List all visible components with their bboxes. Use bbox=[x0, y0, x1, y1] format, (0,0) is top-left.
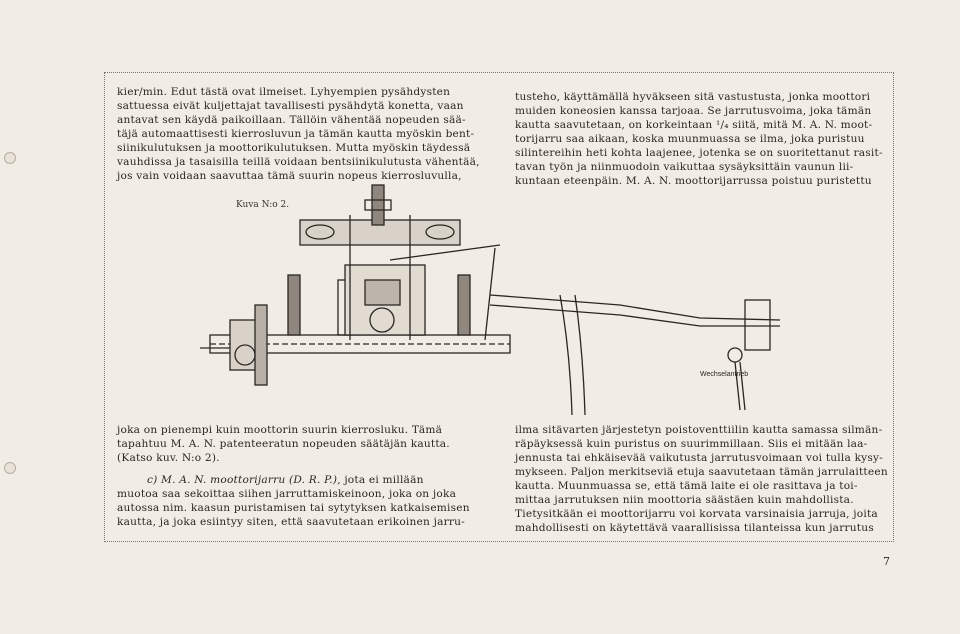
section-heading-rest: jota ei millään bbox=[340, 474, 424, 486]
text-line: kautta saavutetaan, on korkeintaan ¹/₄ siitä, mitä M. A. N. moot- bbox=[515, 119, 873, 131]
page-number: 7 bbox=[883, 555, 890, 568]
text-line: antavat sen käydä paikoillaan. Tällöin vähentää nopeuden sää- bbox=[117, 114, 466, 126]
text-line: mittaa jarrutuksen niin moottoria säästäen kuin mahdollista. bbox=[515, 494, 854, 506]
text-line: vauhdissa ja tasaisilla teillä voidaan bentsiinikulutusta vähentää, bbox=[117, 156, 480, 168]
text-line: joka on pienempi kuin moottorin suurin kierrosluku. Tämä bbox=[117, 424, 443, 436]
text-line: kautta, ja joka esiintyy siten, että saavutetaan erikoinen jarru- bbox=[117, 516, 465, 528]
text-column-bottom-left bbox=[117, 423, 479, 529]
text-line: jos vain voidaan saavuttaa tämä suurin nopeus kierrosluvulla, bbox=[117, 170, 462, 182]
text-line: silintereihin heti kohta laajenee, jotenka se on suoritettanut rasit- bbox=[515, 147, 883, 159]
text-line: mykseen. Paljon merkitseviä etuja saavutetaan tämän jarrulaitteen bbox=[515, 466, 888, 478]
section-heading-line bbox=[117, 473, 479, 487]
text-line: torijarru saa aikaan, koska muunmuassa se ilma, joka puristuu bbox=[515, 133, 865, 145]
text-line: (Katso kuv. N:o 2). bbox=[117, 452, 220, 464]
figure-caption: Kuva N:o 2. bbox=[236, 200, 290, 210]
engine-governor-drawing bbox=[200, 180, 800, 415]
text-line: siinikulutuksen ja moottorikulutuksen. Mutta myöskin täydessä bbox=[117, 142, 471, 154]
section-heading: c) M. A. N. moottorijarru (D. R. P.), bbox=[147, 474, 341, 486]
text-line: täjä automaattisesti kierrosluvun ja tämän kautta myöskin bent- bbox=[117, 128, 475, 140]
text-line: sattuessa eivät kuljettajat tavallisesti pysähdytä konetta, vaan bbox=[117, 100, 464, 112]
text-column-bottom-right bbox=[515, 423, 888, 535]
text-column-top-left bbox=[117, 85, 479, 183]
text-column-top-right bbox=[515, 90, 883, 188]
text-line: kier/min. Edut tästä ovat ilmeiset. Lyhyempien pysähdysten bbox=[117, 86, 451, 98]
text-line: kuntaan eteenpäin. M. A. N. moottorijarrussa poistuu puristettu bbox=[515, 175, 872, 187]
text-line: tavan työn ja niinmuodoin vaikuttaa sysäyksittäin vaunun lii- bbox=[515, 161, 854, 173]
text-line: tusteho, käyttämällä hyväkseen sitä vastustusta, jonka moottori bbox=[515, 91, 871, 103]
text-line: jennusta tai ehkäisevää vaikutusta jarrutusvoimaan voi tulla kysy- bbox=[515, 452, 883, 464]
text-line: tapahtuu M. A. N. patenteeratun nopeuden säätäjän kautta. bbox=[117, 438, 450, 450]
text-line: muotoa saa sekoittaa siihen jarruttamiskeinoon, joka on joka bbox=[117, 488, 457, 500]
text-line: muiden koneosien kanssa tarjoaa. Se jarrutusvoima, joka tämän bbox=[515, 105, 872, 117]
figure-label: Wechselantrieb bbox=[700, 371, 749, 378]
text-line: ilma sitävarten järjestetyn poistoventtiilin kautta samassa silmän- bbox=[515, 424, 883, 436]
text-line: Tietysitkään ei moottorijarru voi korvata varsinaisia jarruja, joita bbox=[515, 508, 878, 520]
text-line: räpäyksessä kuin puristus on suurimmillaan. Siis ei mitään laa- bbox=[515, 438, 868, 450]
punch-hole-bottom bbox=[4, 462, 16, 474]
punch-hole-top bbox=[4, 152, 16, 164]
text-line: mahdollisesti on käytettävä vaarallisissa tilanteissa kun jarrutus bbox=[515, 522, 874, 534]
text-line: kautta. Muunmuassa se, että tämä laite ei ole rasittava ja toi- bbox=[515, 480, 858, 492]
text-line: autossa nim. kaasun puristamisen tai sytytyksen katkaisemisen bbox=[117, 502, 470, 514]
